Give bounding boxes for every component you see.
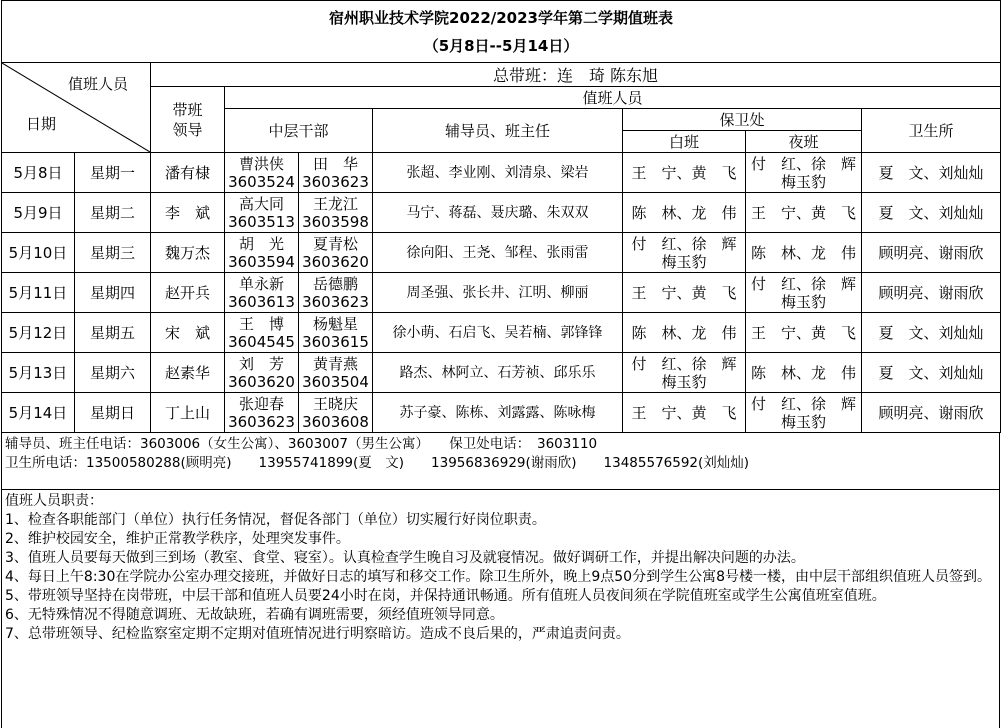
night-shift-header: 夜班	[746, 131, 862, 153]
duties-heading: 值班人员职责：	[5, 493, 103, 509]
clinic-cell: 顾明亮、谢雨欣	[862, 393, 1001, 433]
leader-cell: 宋 斌	[151, 313, 225, 353]
duty-item-7: 7、总带班领导、纪检监察室定期不定期对值班情况进行明察暗访。造成不良后果的，严肃追责问责。	[5, 626, 630, 642]
day-shift-cell: 王 宁、黄 飞	[623, 393, 746, 433]
duty-item-2: 2、维护校园安全，维护正常教学秩序，处理突发事件。	[5, 531, 350, 547]
night-shift-cell: 陈 林、龙 伟	[746, 233, 862, 273]
cadre-1-cell	[225, 393, 299, 433]
cadre-phone: 3603623	[228, 412, 295, 431]
cadre-2-cell	[299, 193, 373, 233]
counselor-cell: 徐向阳、王尧、邹程、张雨雷	[373, 233, 623, 273]
cadre-name: 张迎春	[238, 394, 284, 413]
cadre-1-cell	[225, 153, 299, 193]
weekday-cell: 星期六	[75, 353, 151, 393]
cadre-1-cell	[225, 313, 299, 353]
weekday-cell: 星期三	[75, 233, 151, 273]
cadre-1-cell	[225, 193, 299, 233]
day-shift-cell: 王 宁、黄 飞	[623, 273, 746, 313]
phone-line-1: 辅导员、班主任电话：3603006（女生公寓）、3603007（男生公寓） 保卫处电话： 3603110	[5, 436, 598, 452]
clinic-cell: 顾明亮、谢雨欣	[862, 233, 1001, 273]
date-cell: 5月10日	[2, 233, 75, 273]
counselor-cell: 周圣强、张长井、江明、柳丽	[373, 273, 623, 313]
schedule-rows	[2, 153, 1001, 433]
phone-info	[1, 433, 1000, 489]
clinic-cell: 夏 文、刘灿灿	[862, 153, 1001, 193]
cadre-1-cell	[225, 353, 299, 393]
cadre-name: 王龙江	[312, 194, 358, 213]
duty-item-5: 5、带班领导坚持在岗带班，中层干部和值班人员要24小时在岗，并保持通讯畅通。所有值班人员夜间须在学院值班室或学生公寓值班室值班。	[5, 588, 886, 604]
general-duty-leader: 总带班：连 琦 陈东旭	[151, 63, 1001, 87]
date-cell: 5月12日	[2, 313, 75, 353]
night-shift-cell: 王 宁、黄 飞	[746, 193, 862, 233]
counselor-cell: 马宁、蒋磊、聂庆璐、朱双双	[373, 193, 623, 233]
cadre-phone: 3603524	[228, 172, 295, 191]
staff-header: 值班人员	[225, 87, 1001, 109]
title-line-2: （5月8日--5月14日）	[423, 36, 579, 55]
table-row	[2, 193, 1001, 233]
cadre-name: 刘 芳	[238, 354, 284, 373]
cadre-name: 田 华	[312, 154, 358, 173]
day-shift-cell: 陈 林、龙 伟	[623, 313, 746, 353]
date-cell: 5月9日	[2, 193, 75, 233]
weekday-cell: 星期四	[75, 273, 151, 313]
cadre-2-cell	[299, 393, 373, 433]
leader-cell: 赵素华	[151, 353, 225, 393]
cadre-phone: 3603613	[228, 292, 295, 311]
day-shift-cell: 付 红、徐 辉 梅玉豹	[623, 233, 746, 273]
night-shift-cell: 王 宁、黄 飞	[746, 313, 862, 353]
date-cell: 5月11日	[2, 273, 75, 313]
cadre-phone: 3603513	[228, 212, 295, 231]
cadre-phone: 3604545	[228, 332, 295, 351]
clinic-cell: 夏 文、刘灿灿	[862, 193, 1001, 233]
duty-table	[1, 0, 1001, 433]
weekday-cell: 星期五	[75, 313, 151, 353]
security-header: 保卫处	[623, 109, 862, 131]
counselor-cell: 苏子豪、陈栋、刘露露、陈咏梅	[373, 393, 623, 433]
duty-item-6: 6、无特殊情况不得随意调班、无故缺班，若确有调班需要，须经值班领导同意。	[5, 607, 504, 623]
day-shift-cell: 王 宁、黄 飞	[623, 153, 746, 193]
night-shift-cell: 付 红、徐 辉 梅玉豹	[746, 393, 862, 433]
cadre-2-cell	[299, 273, 373, 313]
weekday-cell: 星期二	[75, 193, 151, 233]
day-shift-cell: 陈 林、龙 伟	[623, 193, 746, 233]
weekday-cell: 星期一	[75, 153, 151, 193]
clinic-cell: 夏 文、刘灿灿	[862, 353, 1001, 393]
cadre-phone: 3603504	[302, 372, 369, 391]
weekday-cell: 星期日	[75, 393, 151, 433]
counselor-cell: 张超、李业刚、刘清泉、梁岩	[373, 153, 623, 193]
leader-cell: 魏万杰	[151, 233, 225, 273]
table-row	[2, 153, 1001, 193]
cadre-phone: 3603615	[302, 332, 369, 351]
night-shift-cell: 付 红、徐 辉 梅玉豹	[746, 153, 862, 193]
night-shift-cell: 付 红、徐 辉 梅玉豹	[746, 273, 862, 313]
table-row	[2, 353, 1001, 393]
cadre-name: 胡 光	[238, 234, 284, 253]
cadre-1-cell	[225, 233, 299, 273]
corner-header	[2, 63, 151, 153]
date-cell: 5月13日	[2, 353, 75, 393]
cadre-phone: 3603620	[228, 372, 295, 391]
cadre-header: 中层干部	[225, 109, 373, 153]
cadre-name: 杨魁星	[312, 314, 358, 333]
cadre-phone: 3603594	[228, 252, 295, 271]
clinic-cell: 顾明亮、谢雨欣	[862, 273, 1001, 313]
cadre-name: 岳德鹏	[312, 274, 358, 293]
table-row	[2, 233, 1001, 273]
duty-item-4: 4、每日上午8:30在学院办公室办理交接班，并做好日志的填写和移交工作。除卫生所外，晚上9点50分到学生公寓8号楼一楼，由中层干部组织值班人员签到。	[5, 569, 991, 585]
cadre-2-cell	[299, 353, 373, 393]
cadre-name: 高大同	[238, 194, 284, 213]
corner-label-staff: 值班人员	[67, 75, 128, 93]
leader-cell: 丁上山	[151, 393, 225, 433]
counselor-cell: 路杰、林阿立、石芳祯、邱乐乐	[373, 353, 623, 393]
phone-line-2: 卫生所电话：13500580288(顾明亮) 13955741899(夏 文) 13956836929(谢雨欣) 13485576592(刘灿灿)	[5, 455, 750, 471]
clinic-header: 卫生所	[862, 109, 1001, 153]
cadre-name: 单永新	[238, 274, 284, 293]
counselor-cell: 徐小萌、石启飞、吴若楠、郭锋锋	[373, 313, 623, 353]
cadre-name: 王晓庆	[312, 394, 358, 413]
cadre-phone: 3603608	[302, 412, 369, 431]
cadre-2-cell	[299, 233, 373, 273]
date-cell: 5月14日	[2, 393, 75, 433]
table-row	[2, 313, 1001, 353]
clinic-cell: 夏 文、刘灿灿	[862, 313, 1001, 353]
date-cell: 5月8日	[2, 153, 75, 193]
leader-cell: 赵开兵	[151, 273, 225, 313]
cadre-name: 黄青燕	[312, 354, 358, 373]
cadre-name: 曹洪侠	[238, 154, 284, 173]
leader-cell: 潘有棣	[151, 153, 225, 193]
table-row	[2, 273, 1001, 313]
cadre-phone: 3603598	[302, 212, 369, 231]
cadre-2-cell	[299, 153, 373, 193]
corner-label-date: 日期	[26, 115, 57, 133]
table-title	[2, 1, 1001, 63]
table-row	[2, 393, 1001, 433]
cadre-phone: 3603620	[302, 252, 369, 271]
leader-cell: 李 斌	[151, 193, 225, 233]
counselor-header: 辅导员、班主任	[373, 109, 623, 153]
cadre-1-cell	[225, 273, 299, 313]
duties-section	[1, 490, 1000, 728]
day-shift-header: 白班	[623, 131, 746, 153]
cadre-name: 王 博	[238, 314, 284, 333]
title-line-1: 宿州职业技术学院2022/2023学年第二学期值班表	[329, 8, 673, 27]
day-shift-cell: 付 红、徐 辉 梅玉豹	[623, 353, 746, 393]
cadre-phone: 3603623	[302, 172, 369, 191]
duty-item-1: 1、检查各职能部门（单位）执行任务情况，督促各部门（单位）切实履行好岗位职责。	[5, 512, 546, 528]
cadre-2-cell	[299, 313, 373, 353]
night-shift-cell: 陈 林、龙 伟	[746, 353, 862, 393]
duty-item-3: 3、值班人员要每天做到三到场（教室、食堂、寝室）。认真检查学生晚自习及就寝情况。做好调研工作，并提出解决问题的办法。	[5, 550, 805, 566]
leader-column-header: 带班领导	[151, 87, 225, 153]
cadre-name: 夏青松	[312, 234, 358, 253]
cadre-phone: 3603623	[302, 292, 369, 311]
